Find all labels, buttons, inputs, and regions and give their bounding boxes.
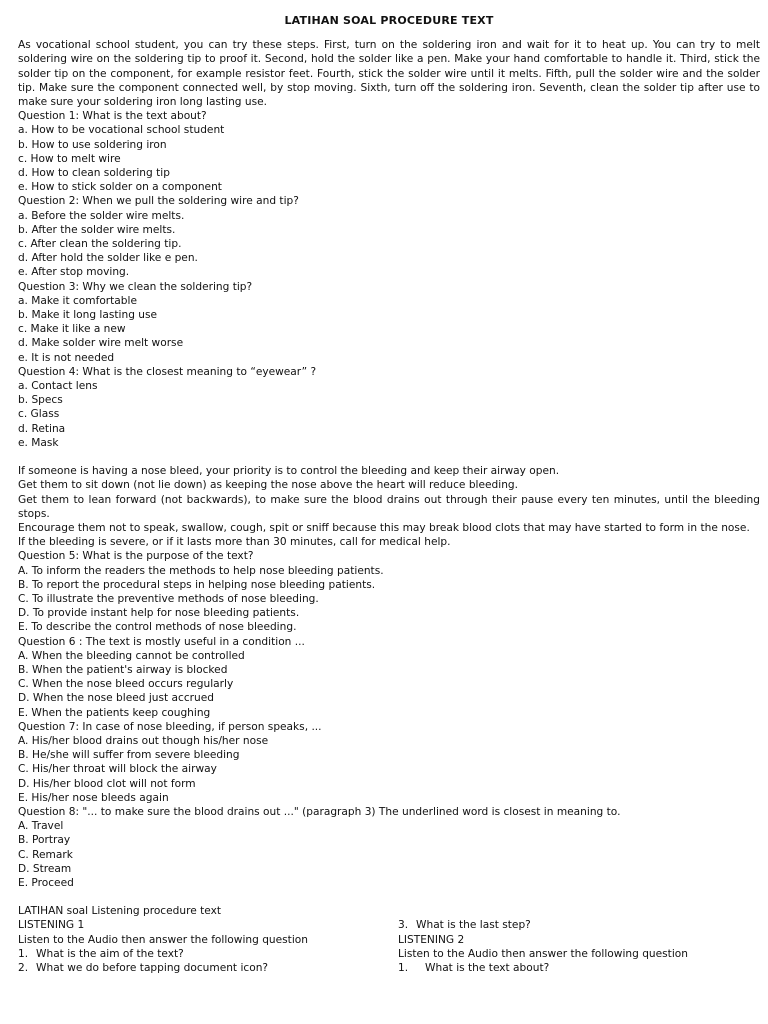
passage-paragraph: Get them to sit down (not lie down) as keeping the nose above the heart will reduce bleeding.: [18, 479, 518, 492]
option: A. Travel: [18, 820, 64, 833]
question-8: [18, 805, 760, 890]
option: a. Make it comfortable: [18, 294, 137, 307]
question-number: 1.: [18, 947, 29, 960]
question-number: 1.: [398, 962, 409, 974]
option: A. When the bleeding cannot be controlled: [18, 649, 245, 662]
option: B. Portray: [18, 834, 71, 847]
question-6: [18, 635, 760, 720]
question-text: What is the text about?: [425, 962, 550, 974]
listening-2-title: LISTENING 2: [398, 933, 465, 946]
passage-paragraph: Get them to lean forward (not backwards), to make sure the blood drains out through their pause every ten minutes, until the bleeding stops.: [18, 493, 760, 520]
nosebleed-passage: [18, 464, 760, 549]
listening-question: [18, 961, 398, 975]
listening-question: [398, 961, 758, 975]
spacer: [18, 450, 760, 464]
listening-columns: [18, 918, 760, 975]
question-5: [18, 549, 760, 634]
option: e. It is not needed: [18, 351, 115, 364]
option: B. He/she will suffer from severe bleeding: [18, 749, 240, 762]
option: D. To provide instant help for nose bleeding patients.: [18, 607, 300, 620]
option: d. How to clean soldering tip: [18, 167, 170, 180]
option: b. How to use soldering iron: [18, 138, 167, 151]
listening-heading: LATIHAN soal Listening procedure text: [18, 905, 221, 918]
option: d. Make solder wire melt worse: [18, 337, 184, 350]
question-text: Question 2: When we pull the soldering wire and tip?: [18, 195, 299, 208]
option: A. To inform the readers the methods to help nose bleeding patients.: [18, 564, 384, 577]
option: b. Make it long lasting use: [18, 309, 158, 322]
option: C. To illustrate the preventive methods of nose bleeding.: [18, 592, 319, 605]
question-text: Question 7: In case of nose bleeding, if person speaks, ...: [18, 720, 322, 733]
option: D. When the nose bleed just accrued: [18, 692, 214, 705]
option: B. When the patient's airway is blocked: [18, 663, 228, 676]
listening-question: [18, 947, 398, 961]
listening-1-instruction: Listen to the Audio then answer the following question: [18, 933, 308, 946]
question-2: [18, 194, 760, 279]
option: D. His/her blood clot will not form: [18, 777, 196, 790]
question-text: Question 6 : The text is mostly useful in a condition ...: [18, 635, 305, 648]
spacer: [18, 890, 760, 904]
option: E. Proceed: [18, 876, 74, 889]
option: B. To report the procedural steps in helping nose bleeding patients.: [18, 578, 376, 591]
question-4: [18, 365, 760, 450]
option: b. After the solder wire melts.: [18, 223, 176, 236]
question-number: 3.: [398, 919, 409, 932]
listening-1-section: [18, 918, 398, 975]
question-text: Question 5: What is the purpose of the text?: [18, 550, 254, 563]
option: d. Retina: [18, 422, 66, 435]
question-text: Question 8: "... to make sure the blood drains out ..." (paragraph 3) The underlined word is closest in meaning to.: [18, 805, 621, 818]
option: C. When the nose bleed occurs regularly: [18, 678, 234, 691]
passage-paragraph: If the bleeding is severe, or if it lasts more than 30 minutes, call for medical help.: [18, 536, 451, 549]
option: e. After stop moving.: [18, 266, 130, 279]
listening-1-title: LISTENING 1: [18, 919, 85, 932]
question-1: [18, 109, 760, 194]
page-title: LATIHAN SOAL PROCEDURE TEXT: [284, 14, 494, 27]
listening-question: [398, 918, 758, 932]
question-7: [18, 720, 760, 805]
option: e. How to stick solder on a component: [18, 181, 222, 194]
option: D. Stream: [18, 862, 72, 875]
option: E. His/her nose bleeds again: [18, 791, 169, 804]
question-text: Question 1: What is the text about?: [18, 110, 207, 123]
question-text: Question 4: What is the closest meaning to “eyewear” ?: [18, 365, 317, 378]
passage-paragraph: Encourage them not to speak, swallow, cough, spit or sniff because this may break blood clots that may have started to form in the nose.: [18, 521, 750, 534]
option: c. Glass: [18, 408, 60, 421]
question-text: What is the last step?: [416, 919, 531, 932]
question-number: 2.: [18, 962, 29, 974]
question-3: [18, 280, 760, 365]
question-text: Question 3: Why we clean the soldering tip?: [18, 280, 253, 293]
option: C. His/her throat will block the airway: [18, 763, 217, 776]
option: E. To describe the control methods of nose bleeding.: [18, 621, 297, 634]
option: e. Mask: [18, 436, 59, 449]
option: a. How to be vocational school student: [18, 124, 225, 137]
option: c. Make it like a new: [18, 323, 126, 336]
option: A. His/her blood drains out though his/her nose: [18, 734, 269, 747]
question-text: What we do before tapping document icon?: [36, 962, 269, 974]
passage-paragraph: If someone is having a nose bleed, your priority is to control the bleeding and keep their airway open.: [18, 465, 560, 478]
option: E. When the patients keep coughing: [18, 706, 211, 719]
option: d. After hold the solder like e pen.: [18, 252, 198, 265]
listening-2-instruction: Listen to the Audio then answer the following question: [398, 947, 688, 960]
option: a. Contact lens: [18, 380, 98, 393]
listening-2-section: [398, 918, 758, 975]
option: a. Before the solder wire melts.: [18, 209, 185, 222]
option: C. Remark: [18, 848, 73, 861]
soldering-passage: As vocational school student, you can try these steps. First, turn on the soldering iron and wait for it to heat up. You can try to melt soldering wire on the soldering tip to proof it. Second, hold the solder like a pen. Make your hand comfortable to handle it. Third, stick the solder tip on the component, for example resistor feet. Fourth, stick the solder wire until it melts. Fifth, pull the solder wire and the solder tip. Make sure the component connected well, by stop moving. Sixth, turn off the soldering iron. Seventh, clean the solder tip after use to make sure your soldering iron long lasting use.: [18, 39, 760, 109]
option: b. Specs: [18, 394, 63, 407]
option: c. After clean the soldering tip.: [18, 238, 182, 251]
question-text: What is the aim of the text?: [36, 947, 184, 960]
option: c. How to melt wire: [18, 152, 121, 165]
